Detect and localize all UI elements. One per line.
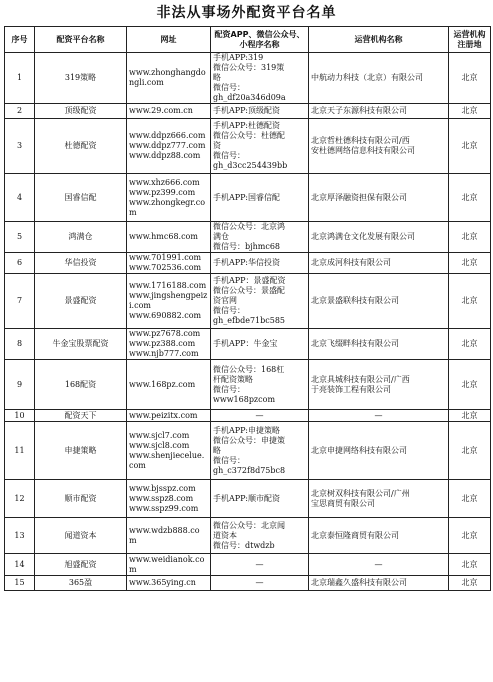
cell-seq: 2 [5,104,35,119]
cell-seq: 12 [5,480,35,518]
cell-website-line: www.sspz99.com [129,503,199,513]
cell-operator-line: 北京厚泽融资担保有限公司 [311,192,407,202]
table-row [5,274,491,329]
cell-website-line: www.702536.com [129,263,202,272]
cell-app [211,253,309,274]
cell-website-line: www.sjcl7.com [129,430,190,440]
cell-website [127,222,211,253]
cell-website-line: www.weidianok.co [129,554,205,564]
cell-app-line: 微信号： [213,306,245,315]
cell-app [211,53,309,104]
cell-website [127,554,211,576]
cell-app-line: 道资本 [213,530,237,540]
cell-website [127,480,211,518]
cell-operator [309,410,449,422]
cell-app [211,222,309,253]
cell-operator [309,422,449,480]
cell-app-line: 手机APP:杜德配资 [213,121,280,130]
cell-platform: 168配资 [35,360,127,410]
cell-operator-line: 北京天子东源科技有限公司 [311,106,407,115]
table-body [5,53,491,591]
cell-app-line: gh_efbde71bc585 [213,316,285,325]
cell-website-line: ngli.com [129,78,164,87]
table-row [5,104,491,119]
cell-seq: 15 [5,576,35,591]
cell-seq: 6 [5,253,35,274]
cell-website-line: www.690882.com [129,311,202,320]
cell-app [211,119,309,174]
cell-website-line: www.njb777.com [129,349,199,358]
cell-website-line: www.zhonghangdo [129,68,206,77]
platform-table [4,26,491,591]
cell-website-line: www.wdzb888.co [129,525,200,535]
cell-website-line: www.168pz.com [129,379,196,389]
cell-platform: 旭盛配资 [35,554,127,576]
table-row [5,329,491,360]
cell-website-line: www.pz7678.com [129,329,201,338]
cell-seq: 4 [5,174,35,222]
table-row [5,174,491,222]
table-row [5,554,491,576]
cell-seq: 9 [5,360,35,410]
cell-website-line: m [129,535,137,545]
cell-registered: 北京 [449,554,491,576]
cell-app-line: — [255,578,264,587]
table-row [5,360,491,410]
cell-website [127,119,211,174]
cell-platform: 申捷策略 [35,422,127,480]
cell-website-line: www.29.com.cn [129,106,193,115]
cell-website-line: www.365ying.cn [129,578,196,587]
header-website: 网址 [127,27,211,53]
cell-website-line: www.zhongkegr.com [129,197,206,217]
cell-operator [309,253,449,274]
cell-website-line: www.ddpz777.com [129,141,206,150]
cell-website [127,422,211,480]
table-row [5,119,491,174]
cell-app-line: 微信公众号：北京闻 [213,520,285,530]
cell-app [211,554,309,576]
cell-operator [309,480,449,518]
cell-platform: 景盛配资 [35,274,127,329]
cell-operator [309,104,449,119]
cell-registered: 北京 [449,410,491,422]
header-registered: 运营机构注册地 [449,27,491,53]
cell-app-line: 手机APP:顶级配资 [213,106,280,115]
cell-app-line: 微信号： [213,151,245,160]
cell-registered: 北京 [449,174,491,222]
cell-registered: 北京 [449,222,491,253]
cell-website-line: www.pz388.com [129,339,196,348]
cell-operator-line: 北京哲杜德科技有限公司/西 [311,136,410,145]
header-seq: 序号 [5,27,35,53]
cell-platform: 配资天下 [35,410,127,422]
cell-app-line: 微信公众号：杜德配 [213,131,285,140]
cell-platform: 闻道资本 [35,518,127,554]
table-header-row [5,27,491,53]
cell-website-line: www.sjcl8.com [129,440,190,450]
cell-app-line: 资 [213,141,221,150]
cell-registered: 北京 [449,53,491,104]
cell-app-line: 微信公众号：北京鸿 [213,222,285,231]
cell-operator-line: 北京树双科技有限公司/广州 [311,488,410,498]
cell-operator-line: — [374,410,383,420]
cell-app-line: 微信号： [213,455,245,465]
cell-app [211,104,309,119]
cell-platform: 鸿满仓 [35,222,127,253]
cell-operator-line: 中航动力科技（北京）有限公司 [311,73,423,82]
cell-app-line: 资官网 [213,296,237,305]
header-platform: 配资平台名称 [35,27,127,53]
header-operator: 运营机构名称 [309,27,449,53]
cell-operator [309,119,449,174]
cell-seq: 5 [5,222,35,253]
cell-app-line: 手机APP：牛金宝 [213,339,278,348]
cell-website [127,360,211,410]
cell-app-line: 微信号：dtwdzb [213,540,275,550]
cell-website-line: www.1716188.com [129,281,207,290]
cell-app-line: — [255,559,264,569]
cell-website [127,576,211,591]
cell-website [127,104,211,119]
cell-operator [309,53,449,104]
cell-website-line: www.pz399.com [129,187,196,197]
cell-app [211,360,309,410]
cell-website-line: www.xhz666.com [129,177,200,187]
cell-website-line: www.701991.com [129,253,202,262]
cell-website-line: www.peizitx.com [129,410,198,420]
cell-seq: 1 [5,53,35,104]
cell-operator-line: 北京具城科技有限公司/广西 [311,374,410,384]
cell-seq: 11 [5,422,35,480]
cell-operator-line: 北京成河科技有限公司 [311,258,391,267]
header-app: 配资APP、微信公众号、小程序名称 [211,27,309,53]
cell-registered: 北京 [449,576,491,591]
cell-registered: 北京 [449,518,491,554]
table-row [5,222,491,253]
cell-website-line: com [129,460,146,470]
cell-platform: 杜德配资 [35,119,127,174]
cell-registered: 北京 [449,480,491,518]
cell-operator-line: 北京瑞鑫久盛科技有限公司 [311,578,407,587]
cell-operator-line: 北京鸿满仓文化发展有限公司 [311,232,415,241]
cell-seq: 14 [5,554,35,576]
cell-website-line: m [129,564,137,574]
cell-app-line: 微信公众号：168杠 [213,364,285,374]
table-row [5,253,491,274]
cell-website [127,329,211,360]
cell-app-line: 手机APP:319 [213,53,264,62]
cell-operator [309,518,449,554]
cell-website-line: www.ddpz666.com [129,131,206,140]
cell-website [127,174,211,222]
cell-app-line: www168pzcom [213,394,276,404]
cell-registered: 北京 [449,274,491,329]
cell-app-line: 手机APP:申捷策略 [213,425,280,435]
cell-website-line: www.jingshengpeizi.com [129,291,208,310]
cell-operator-line: 宝思商贸有限公司 [311,498,375,508]
cell-seq: 13 [5,518,35,554]
cell-platform: 顶级配资 [35,104,127,119]
cell-seq: 3 [5,119,35,174]
cell-platform: 牛金宝股票配资 [35,329,127,360]
cell-operator [309,576,449,591]
cell-platform: 顺市配资 [35,480,127,518]
cell-app-line: 微信号： [213,83,245,92]
cell-operator [309,329,449,360]
cell-website [127,518,211,554]
cell-platform: 华信投资 [35,253,127,274]
cell-website [127,410,211,422]
cell-operator [309,222,449,253]
cell-website [127,253,211,274]
cell-operator-line: 北京景盛联科技有限公司 [311,296,399,305]
cell-app-line: gh_c372f8d75bc8 [213,465,286,475]
cell-registered: 北京 [449,360,491,410]
cell-registered: 北京 [449,253,491,274]
cell-app-line: 满仓 [213,232,229,241]
cell-website-line: www.sspz8.com [129,493,194,503]
cell-operator-line: 北京申捷网络科技有限公司 [311,445,407,455]
cell-platform: 319策略 [35,53,127,104]
cell-app-line: 手机APP:国睿信配 [213,192,280,202]
cell-app-line: gh_d3cc254439bb [213,161,288,170]
cell-app-line: 略 [213,73,221,82]
cell-seq: 8 [5,329,35,360]
cell-website-line: www.bjsspz.com [129,483,196,493]
table-row [5,480,491,518]
cell-app-line: 手机APP:顺市配资 [213,493,280,503]
cell-app-line: — [255,410,264,420]
cell-registered: 北京 [449,119,491,174]
cell-app-line: 手机APP:华信投资 [213,258,280,267]
cell-registered: 北京 [449,329,491,360]
cell-app-line: 微信公众号：景盛配 [213,286,285,295]
table-row [5,518,491,554]
cell-app-line: 微信号：bjhmc68 [213,242,280,251]
cell-app [211,422,309,480]
cell-registered: 北京 [449,104,491,119]
cell-app-line: gh_df20a346d09a [213,93,286,102]
cell-app [211,410,309,422]
cell-app-line: 手机APP：景盛配资 [213,276,286,285]
cell-seq: 10 [5,410,35,422]
cell-app [211,518,309,554]
cell-app [211,329,309,360]
table-row [5,422,491,480]
cell-app-line: 微信公众号：319策 [213,63,285,72]
table-row [5,410,491,422]
cell-app [211,274,309,329]
cell-operator-line: 于亮装饰工程有限公司 [311,384,391,394]
cell-operator [309,360,449,410]
cell-operator [309,174,449,222]
cell-seq: 7 [5,274,35,329]
cell-website [127,53,211,104]
cell-operator-line: — [374,559,383,569]
cell-registered: 北京 [449,422,491,480]
table-row [5,576,491,591]
cell-operator-line: 北京泰恒隆商贸有限公司 [311,530,399,540]
cell-operator [309,554,449,576]
cell-app-line: 微信号： [213,384,245,394]
cell-platform: 国睿信配 [35,174,127,222]
cell-website-line: www.hmc68.com [129,232,198,241]
cell-operator-line: 北京飞缀畔科技有限公司 [311,339,399,348]
cell-app [211,480,309,518]
cell-app-line: 微信公众号：申捷策 [213,435,285,445]
cell-app [211,576,309,591]
page-title: 非法从事场外配资平台名单 [156,5,337,21]
cell-website-line: www.shenjiecelue. [129,450,205,460]
cell-website [127,274,211,329]
cell-app [211,174,309,222]
cell-operator-line: 安杜德网络信息科技有限公司 [311,146,415,155]
cell-platform: 365盈 [35,576,127,591]
cell-operator [309,274,449,329]
cell-website-line: www.ddpz88.com [129,151,201,160]
cell-app-line: 杆配资策略 [213,374,253,384]
table-row [5,53,491,104]
cell-app-line: 略 [213,445,221,455]
